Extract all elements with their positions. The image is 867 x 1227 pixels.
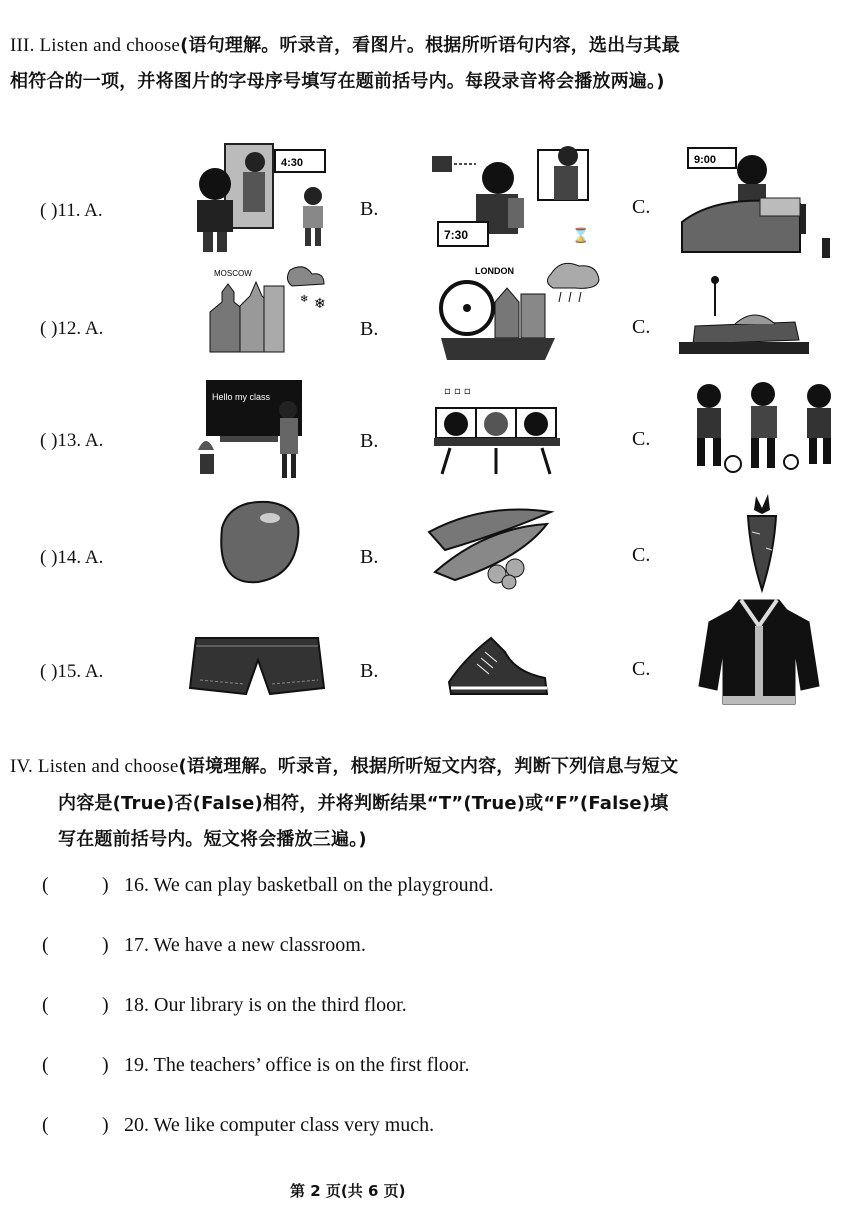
question-12-option-c: C. [632,316,651,338]
question-12-option-b: B. [360,318,379,340]
answer-blank-close: ) [102,874,109,896]
question-15-picture-c [697,596,821,708]
svg-text:❄: ❄ [300,294,309,305]
question-14-picture-a [210,498,305,586]
clock-a-text: 4:30 [281,157,304,169]
svg-text:❄: ❄ [314,296,326,312]
question-14-option-c: C. [632,544,651,566]
question-11-picture-a [185,142,330,254]
question-11-option-c: C. [632,196,651,218]
section-4-title [10,749,862,785]
svg-text:▫ ▫ ▫: ▫ ▫ ▫ [444,386,471,397]
question-15-picture-b [445,632,553,700]
answer-blank-close: ) [102,994,109,1016]
blackboard-text: Hello my class [212,392,271,402]
question-11-label: ( )11. A. [40,200,103,221]
tf-item-20 [42,1114,842,1137]
city-a-text: MOSCOW [214,269,252,278]
answer-blank-close: ) [102,1114,109,1136]
tf-statement: 17. We have a new classroom. [124,934,366,956]
question-12-picture-c [675,272,815,358]
section-3-instruction-line-2: 相符合的一项，并将图片的字母序号填写在题前括号内。每段录音将会播放两遍。) [10,71,665,92]
svg-text:⌛: ⌛ [572,228,590,244]
tf-item-18 [42,994,842,1017]
question-12-picture-a [200,262,350,358]
section-4-instruction-2 [58,786,862,822]
tf-statement: 18. Our library is on the third floor. [124,994,407,1016]
answer-blank-open[interactable]: ( [42,1054,49,1076]
question-15-label: ( )15. A. [40,661,104,682]
section-4-title-en: IV. Listen and choose [10,756,179,777]
answer-blank-close: ) [102,934,109,956]
question-11-picture-b [428,142,593,254]
question-12-label: ( )12. A. [40,318,104,339]
section-4-instruction-line-2: 内容是(True)否(False)相符，并将判断结果“T”(True)或“F”(False)填 [58,793,669,814]
tf-item-16 [42,874,842,897]
section-4-instruction-3 [58,822,862,858]
question-13-picture-c [685,380,845,474]
tf-item-17 [42,934,842,957]
clock-c-text: 9:00 [694,154,717,166]
city-b-text: LONDON [475,266,514,276]
answer-blank-open[interactable]: ( [42,1114,49,1136]
section-4-instruction-line-1: (语境理解。听录音，根据所听短文内容，判断下列信息与短文 [178,756,679,777]
question-12-picture-b [435,258,605,364]
question-14-label: ( )14. A. [40,547,104,568]
tf-statement: 20. We like computer class very much. [124,1114,435,1136]
question-15-option-b: B. [360,660,379,682]
section-3-instruction-line-1: (语句理解。听录音，看图片。根据所听语句内容，选出与其最 [180,35,680,56]
answer-blank-open[interactable]: ( [42,934,49,956]
question-15-option-c: C. [632,658,651,680]
section-4-instruction-line-3: 写在题前括号内。短文将会播放三遍。) [58,829,367,850]
section-3-instruction [10,64,860,100]
tf-statement: 16. We can play basketball on the playground. [124,874,494,896]
page-number: 第 2 页(共 6 页) [290,1182,406,1200]
question-13-option-c: C. [632,428,651,450]
question-11-picture-c [680,142,830,260]
tf-item-19 [42,1054,842,1077]
clock-b-text: 7:30 [444,228,469,242]
section-3-title-en: III. Listen and choose [10,35,181,56]
answer-blank-close: ) [102,1054,109,1076]
question-14-picture-b [425,502,555,586]
answer-blank-open[interactable]: ( [42,874,49,896]
question-14-option-b: B. [360,546,379,568]
tf-statement: 19. The teachers’ office is on the first floor. [124,1054,470,1076]
question-13-label: ( )13. A. [40,430,104,451]
question-11-option-b: B. [360,198,379,220]
section-3-title [10,28,860,64]
question-13-picture-b [430,378,565,478]
answer-blank-open[interactable]: ( [42,994,49,1016]
question-15-picture-a [188,634,326,696]
question-13-option-b: B. [360,430,379,452]
question-14-picture-c [742,492,782,592]
question-13-picture-a [192,380,312,480]
